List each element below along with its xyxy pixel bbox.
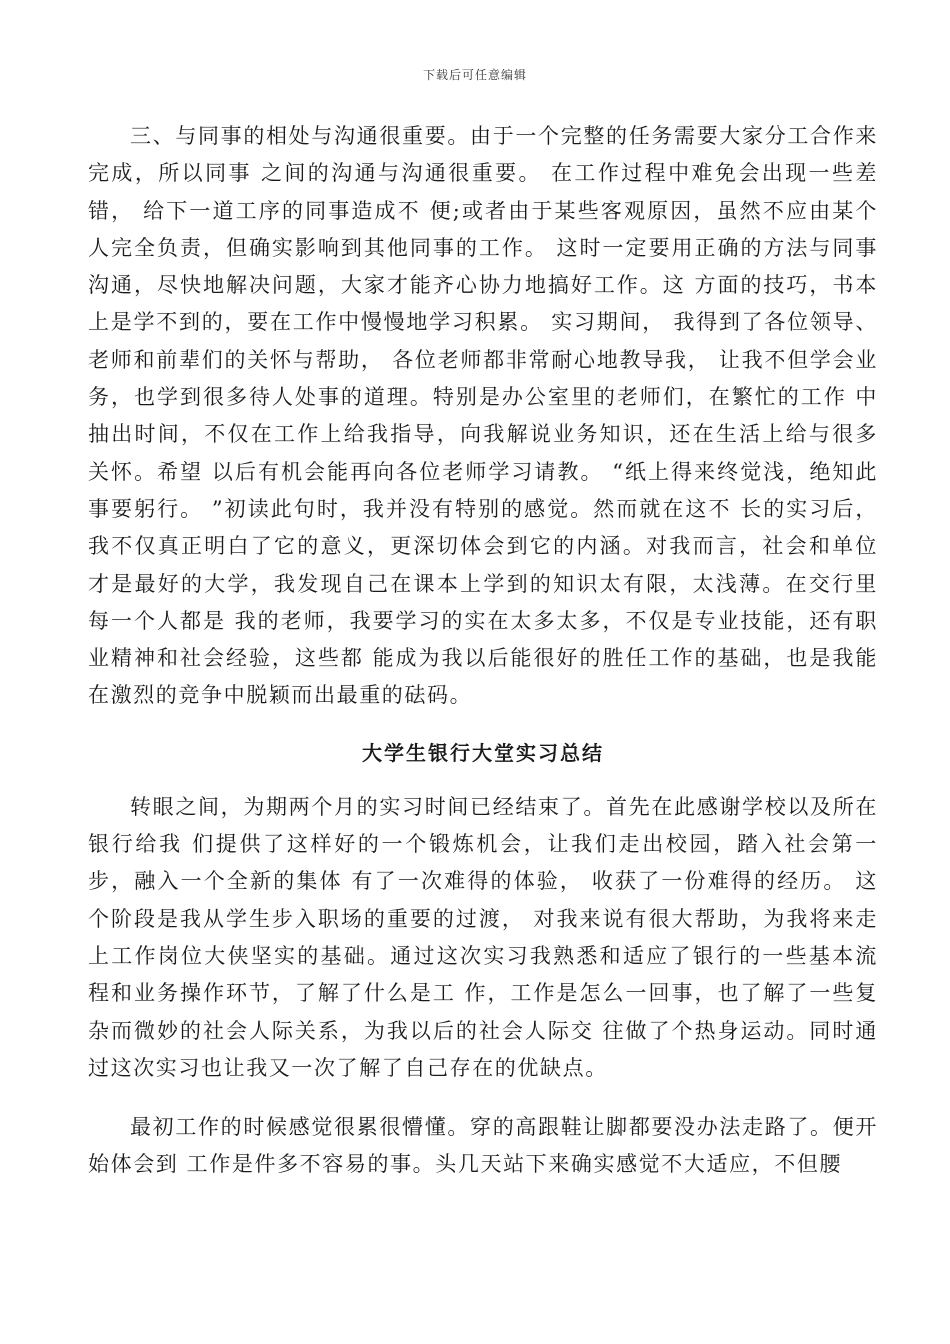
document-body: [88, 118, 878, 1184]
section-title: 大学生银行大堂实习总结: [362, 740, 604, 765]
page-header-note: 下载后可任意编辑: [422, 68, 527, 82]
paragraph-internship-summary: 转眼之间，为期两个月的实习时间已经结束了。首先在此感谢学校以及所在银行给我 们提供了这样好的一个锻炼机会，让我们走出校园，踏入社会第一步，融入一个全新的集体 有了一次难得的体验， 收获了一份难得的经历。 这个阶段是我从学生步入职场的重要的过渡， 对我来说有很大帮助，为我将来走上工作岗位大侠坚实的基础。通过这次实习我熟悉和适应了银行的一些基本流程和业务操作环节，了解了什么是工 作，工作是怎么一回事，也了解了一些复杂而微妙的社会人际关系，为我以后的社会人际交 往做了个热身运动。同时通过这次实习也让我又一次了解了自己存在的优缺点。: [88, 794, 878, 1080]
paragraph-colleague-communication: 三、与同事的相处与沟通很重要。由于一个完整的任务需要大家分工合作来完成，所以同事 之间的沟通与沟通很重要。 在工作过程中难免会出现一些差错， 给下一道工序的同事造成不 便;或者由于某些客观原因，虽然不应由某个人完全负责，但确实影响到其他同事的工作。 这时一定要用正确的方法与同事沟通，尽快地解决问题，大家才能齐心协力地搞好工作。这 方面的技巧，书本上是学不到的，要在工作中慢慢地学习积累。 实习期间， 我得到了各位领导、 老师和前辈们的关怀与帮助， 各位老师都非常耐心地教导我， 让我不但学会业务，也学到很多待人处事的道理。特别是办公室里的老师们，在繁忙的工作 中抽出时间，不仅在工作上给我指导，向我解说业务知识，还在生活上给与很多关怀。希望 以后有机会能再向各位老师学习请教。 “纸上得来终觉浅，绝知此事要躬行。 ”初读此句时，我并没有特别的感觉。然而就在这不 长的实习后，我不仅真正明白了它的意义，更深切体会到它的内涵。对我而言，社会和单位 才是最好的大学，我发现自己在课本上学到的知识太有限，太浅薄。在交行里每一个人都是 我的老师，我要学习的实在太多太多，不仅是专业技能，还有职业精神和社会经验，这些都 能成为我以后能很好的胜任工作的基础，也是我能在激烈的竞争中脱颖而出最重的砝码。: [88, 124, 878, 708]
paragraph-early-work: 最初工作的时候感觉很累很懵懂。穿的高跟鞋让脚都要没办法走路了。便开始体会到 工作是件多不容易的事。头几天站下来确实感觉不大适应，不但腰: [88, 1115, 878, 1177]
